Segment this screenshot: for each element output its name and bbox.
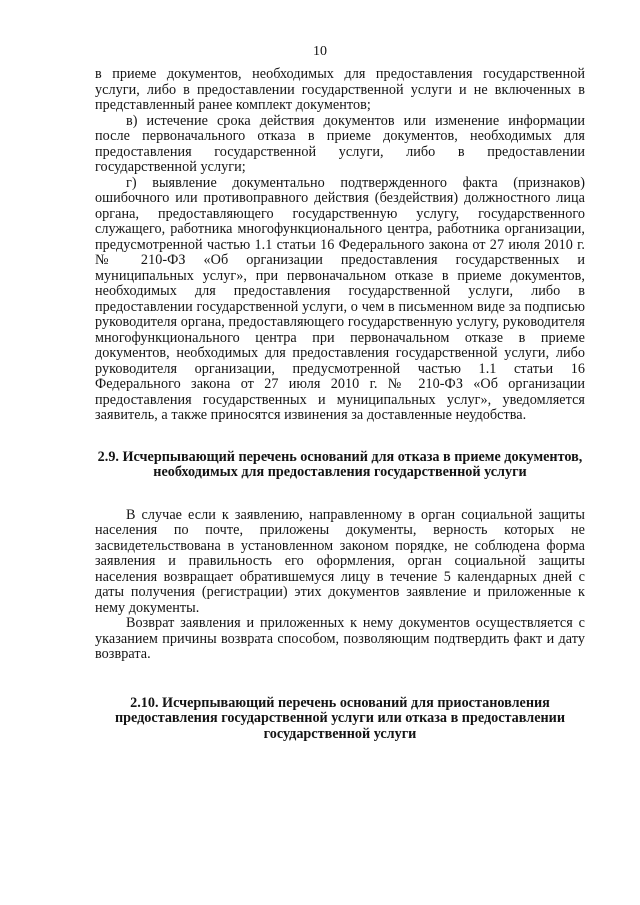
section-title-2-10: 2.10. Исчерпывающий перечень оснований для приостановления предоставления государственной услуги или отказа в предоставлении государственной услуги (114, 694, 566, 742)
section-2-9-paragraph-1: В случае если к заявлению, направленному в орган социальной защиты населения по почте, приложены документы, верность которых не засвидетельствована в установленном законом порядке, не соблюдена форма заявления и правильность его оформления, орган социальной защиты населения возвращает обратившемуся лицу в течение 5 календарных дней с даты получения (регистрации) этих документов заявление и приложенные к нему документы. (95, 506, 585, 616)
page-content (95, 67, 585, 742)
section-2-9-paragraph-2: Возврат заявления и приложенных к нему документов осуществляется с указанием причины возврата способом, позволяющим подтвердить факт и дату возврата. (95, 615, 585, 662)
section-title-2-9: 2.9. Исчерпывающий перечень оснований для отказа в приеме документов, необходимых для предоставления государственной услуги (97, 448, 583, 480)
paragraph-item-v: в) истечение срока действия документов или изменение информации после первоначального отказа в приеме документов, необходимых для предоставления государственной услуги, либо в предоставлении государственной услуги; (95, 112, 585, 175)
paragraph-item-g: г) выявление документально подтвержденного факта (признаков) ошибочного или противоправного действия (бездействия) должностного лица органа, предоставляющего государственную услугу, государственного служащего, работника многофункционального центра, работника организации, предусмотренной частью 1.1 статьи 16 Федерального закона от 27 июля 2010 г. № 210-ФЗ «Об организации предоставления государственных и муниципальных услуг», при первоначальном отказе в приеме документов, необходимых для предоставления государственной услуги, либо в предоставлении государственной услуги, о чем в письменном виде за подписью руководителя органа, предоставляющего государственную услугу, руководителя многофункционального центра при первоначальном отказе в приеме документов, необходимых для предоставления государственной услуги, либо руководителя организации, предусмотренной частью 1.1 статьи 16 Федерального закона от 27 июля 2010 г. № 210-ФЗ «Об организации предоставления государственных и муниципальных услуг», уведомляется заявитель, а также приносятся извинения за доставленные неудобства. (95, 174, 585, 423)
page-number: 10 (313, 44, 327, 59)
paragraph-continuation: в приеме документов, необходимых для предоставления государственной услуги, либо в предоставлении государственной услуги и не включенных в представленный ранее комплект документов; (95, 66, 585, 113)
